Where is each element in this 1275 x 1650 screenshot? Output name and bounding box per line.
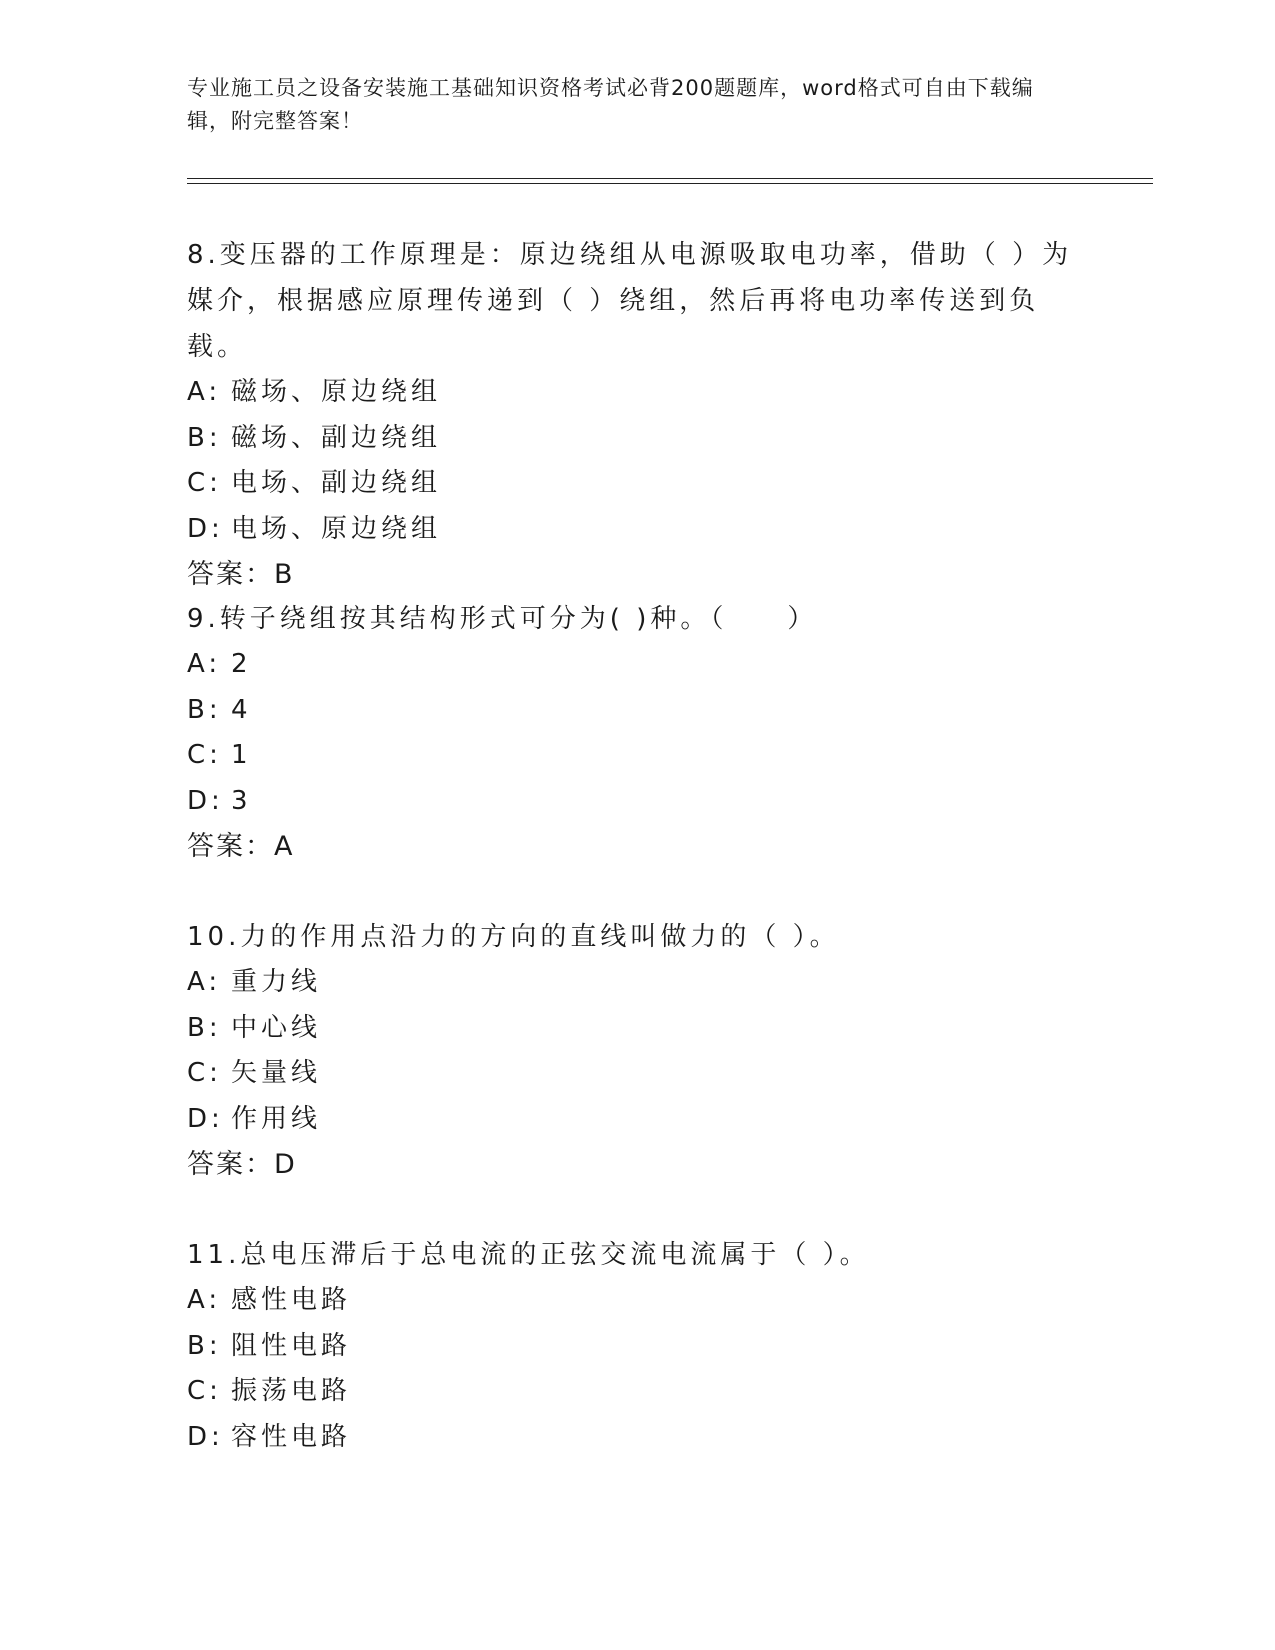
header-divider-top (187, 178, 1153, 179)
option-c (187, 1051, 1087, 1097)
question-8 (187, 232, 1087, 598)
option-key: B: (187, 1012, 222, 1043)
option-c (187, 733, 1087, 779)
option-a (187, 642, 1087, 688)
question-text: 9.转子绕组按其结构形式可分为( )种。（ ） (187, 604, 818, 634)
question-9 (187, 596, 1087, 870)
option-c (187, 461, 1087, 507)
option-key: A: (187, 1285, 222, 1315)
option-text: 振荡电路 (231, 1376, 352, 1406)
option-text: 重力线 (231, 967, 322, 997)
option-d (187, 1097, 1087, 1143)
option-a (187, 370, 1087, 416)
option-c (187, 1369, 1087, 1415)
answer-line: 答案：D (187, 1149, 297, 1180)
question-10 (187, 914, 1087, 1188)
option-d (187, 507, 1087, 553)
option-d (187, 779, 1087, 825)
option-key: B: (187, 422, 222, 453)
option-text: 4 (231, 694, 252, 725)
answer-line: 答案：B (187, 559, 295, 590)
option-d (187, 1415, 1087, 1461)
option-b (187, 1006, 1087, 1052)
option-a (187, 960, 1087, 1006)
document-title: 专业施工员之设备安装施工基础知识资格考试必背200题题库，word格式可自由下载编辑，附完整答案！ (187, 76, 1034, 133)
option-key: D: (187, 1103, 224, 1134)
option-b (187, 688, 1087, 734)
option-text: 2 (231, 649, 252, 679)
option-key: D: (187, 513, 224, 544)
question-text: 10.力的作用点沿力的方向的直线叫做力的（ ）。 (187, 922, 840, 952)
option-text: 电场、原边绕组 (231, 513, 442, 544)
option-text: 容性电路 (231, 1421, 352, 1452)
option-key: C: (187, 740, 222, 770)
option-key: D: (187, 785, 224, 816)
option-text: 1 (231, 740, 252, 770)
option-b (187, 1324, 1087, 1370)
option-key: B: (187, 694, 222, 725)
option-text: 作用线 (231, 1103, 322, 1134)
option-key: A: (187, 377, 222, 407)
option-key: C: (187, 1058, 222, 1088)
option-text: 磁场、副边绕组 (231, 422, 442, 453)
option-text: 中心线 (231, 1012, 322, 1043)
question-11 (187, 1232, 1087, 1460)
document-header (187, 72, 1067, 138)
option-text: 阻性电路 (231, 1330, 352, 1361)
option-text: 3 (231, 785, 252, 816)
option-b (187, 416, 1087, 462)
option-key: C: (187, 1376, 222, 1406)
option-key: B: (187, 1330, 222, 1361)
question-text: 11.总电压滞后于总电流的正弦交流电流属于（ ）。 (187, 1240, 870, 1270)
answer-line: 答案：A (187, 831, 295, 862)
option-text: 感性电路 (231, 1285, 352, 1315)
header-divider-bottom (187, 183, 1153, 184)
option-text: 电场、副边绕组 (231, 468, 442, 498)
option-key: A: (187, 967, 222, 997)
option-key: A: (187, 649, 222, 679)
option-text: 磁场、原边绕组 (231, 377, 442, 407)
option-key: C: (187, 468, 222, 498)
question-text: 8.变压器的工作原理是：原边绕组从电源吸取电功率，借助（ ）为媒介，根据感应原理传递到（ ）绕组，然后再将电功率传送到负载。 (187, 240, 1073, 362)
option-text: 矢量线 (231, 1058, 322, 1088)
option-a (187, 1278, 1087, 1324)
option-key: D: (187, 1421, 224, 1452)
